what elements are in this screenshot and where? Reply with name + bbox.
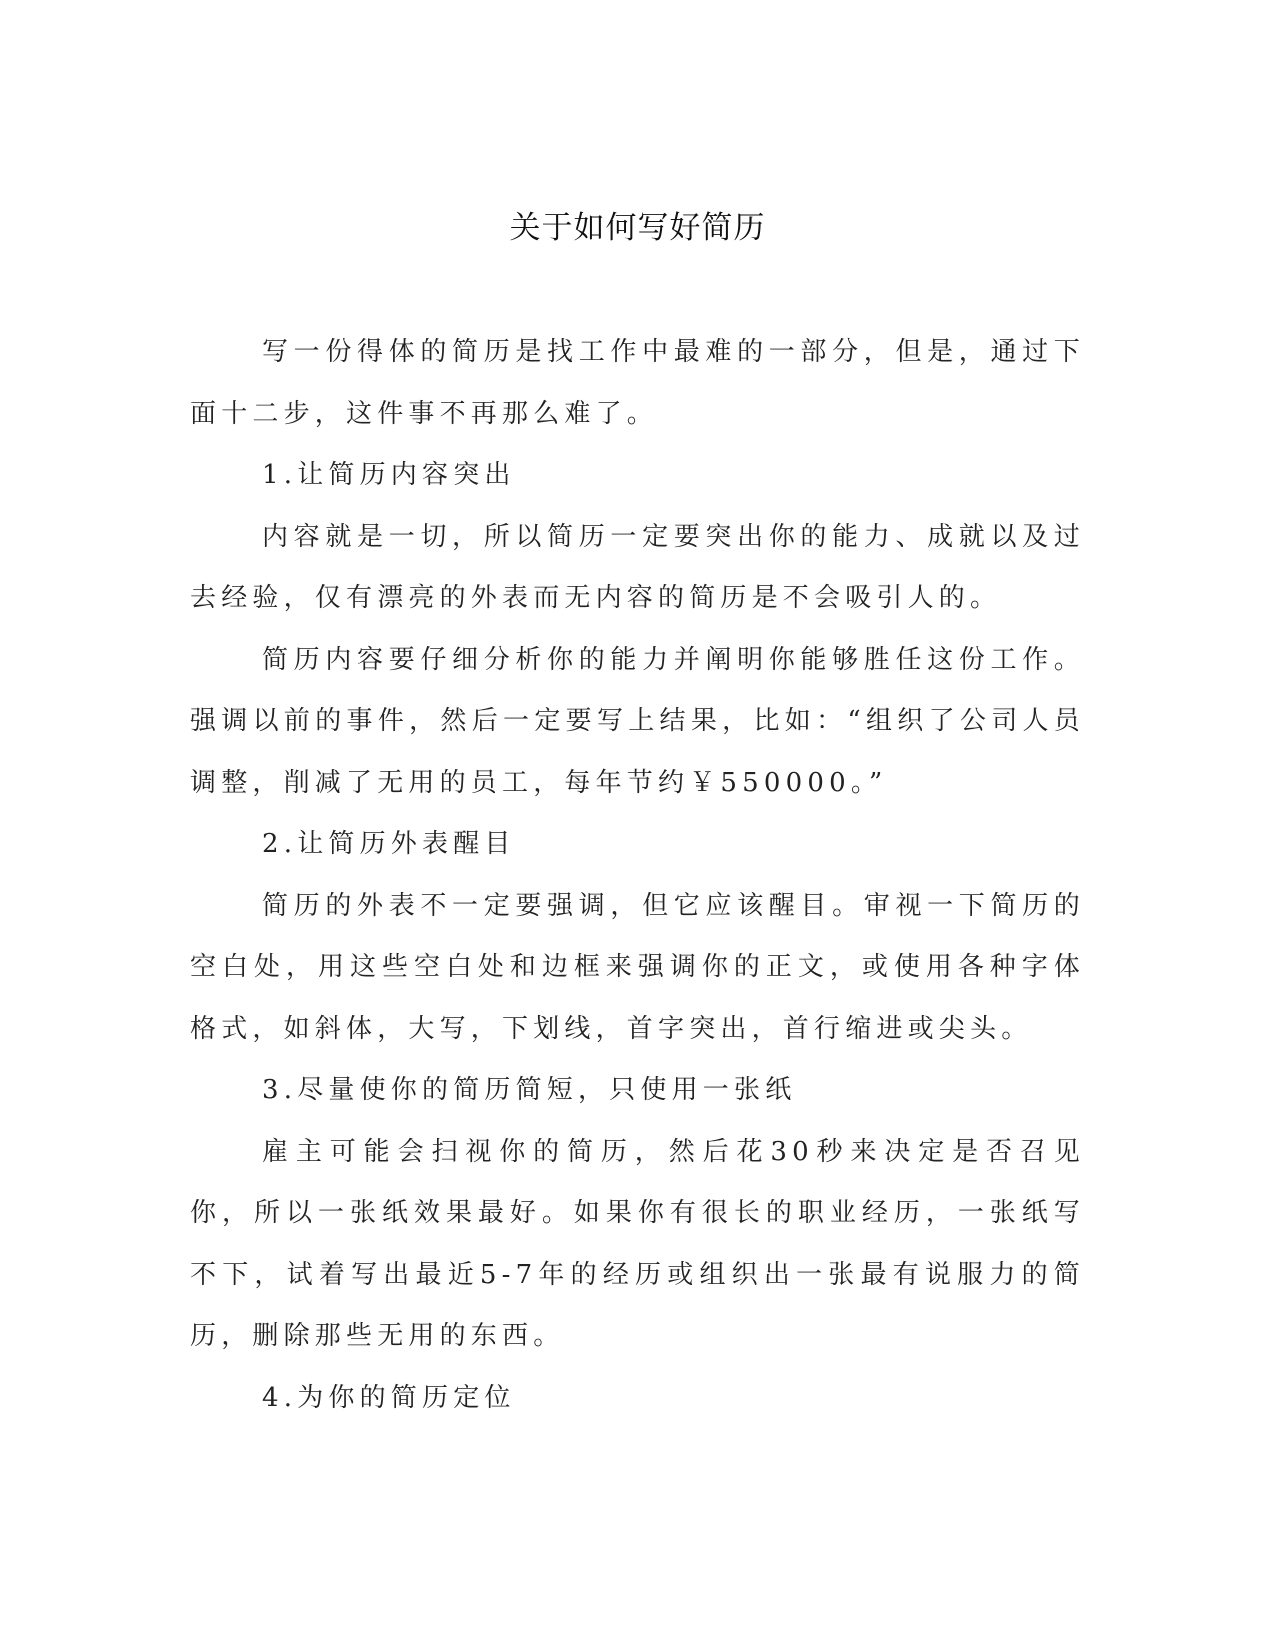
document-title: 关于如何写好简历 bbox=[509, 210, 766, 246]
intro-paragraph: 写一份得体的简历是找工作中最难的一部分，但是，通过下面十二步，这件事不再那么难了。 bbox=[190, 337, 1085, 429]
section-1-paragraph-1: 内容就是一切，所以简历一定要突出你的能力、成就以及过去经验，仅有漂亮的外表而无内容的简历是不会吸引人的。 bbox=[190, 521, 1085, 613]
section-2-paragraph-1: 简历的外表不一定要强调，但它应该醒目。审视一下简历的空白处，用这些空白处和边框来强调你的正文，或使用各种字体格式，如斜体，大写，下划线，首字突出，首行缩进或尖头。 bbox=[190, 890, 1085, 1044]
section-1-paragraph-2: 简历内容要仔细分析你的能力并阐明你能够胜任这份工作。强调以前的事件，然后一定要写上结果，比如：“组织了公司人员调整，削减了无用的员工，每年节约￥550000。” bbox=[190, 644, 1085, 798]
section-heading-1: 1.让简历内容突出 bbox=[262, 460, 516, 490]
section-heading-3: 3.尽量使你的简历简短，只使用一张纸 bbox=[262, 1075, 797, 1105]
section-heading-2: 2.让简历外表醒目 bbox=[262, 829, 516, 859]
section-heading-4: 4.为你的简历定位 bbox=[262, 1382, 516, 1413]
section-3-paragraph-1: 雇主可能会扫视你的简历，然后花30秒来决定是否召见你，所以一张纸效果最好。如果你有很长的职业经历，一张纸写不下，试着写出最近5-7年的经历或组织出一张最有说服力的简历，删除那些无用的东西。 bbox=[190, 1136, 1085, 1351]
document-body bbox=[190, 322, 1085, 1429]
